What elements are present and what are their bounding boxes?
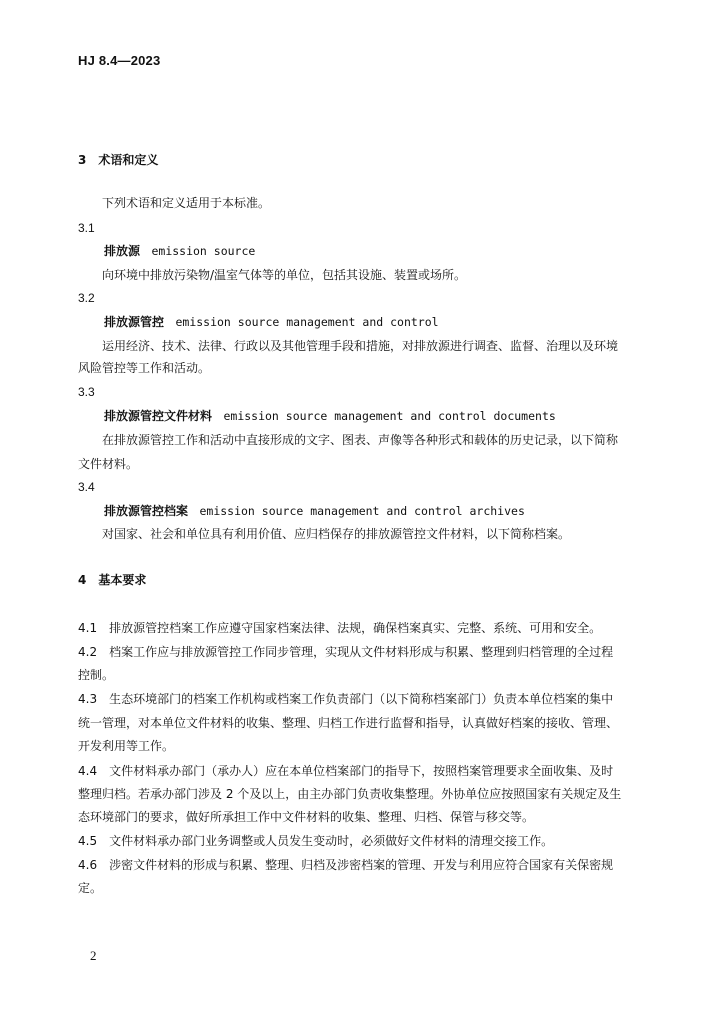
term-3-3-number: 3.3 [78,385,95,399]
term-3-2-number: 3.2 [78,291,95,305]
term-3-2-title [104,314,439,330]
term-3-4-cn: 排放源管控档案 [104,504,189,518]
section-4-heading: 4 基本要求 [78,573,147,587]
clause-4-6-line2: 定。 [78,881,103,895]
clause-4-1: 4.1 排放源管控档案工作应遵守国家档案法律、法规，确保档案真实、完整、系统、可用和安全。 [78,621,602,635]
term-3-4-title [104,503,525,519]
clause-4-3-line3: 开发利用等工作。 [78,739,175,753]
clause-4-2-line1: 4.2 档案工作应与排放源管控工作同步管理，实现从文件材料形成与积累、整理到归档管理的全过程 [78,645,614,659]
term-3-1-en: emission source [151,244,256,258]
term-3-3-definition-line1: 在排放源管控工作和活动中直接形成的文字、图表、声像等各种形式和载体的历史记录，以下简称 [102,433,619,447]
clause-4-3-line1: 4.3 生态环境部门的档案工作机构或档案工作负责部门（以下简称档案部门）负责本单位档案的集中 [78,692,614,706]
standard-code: HJ 8.4—2023 [78,53,161,68]
term-3-1-title [104,243,255,259]
term-3-1-definition: 向环境中排放污染物/温室气体等的单位，包括其设施、装置或场所。 [102,268,467,282]
term-3-1-cn: 排放源 [104,244,141,258]
term-3-3-cn: 排放源管控文件材料 [104,409,213,423]
term-3-4-number: 3.4 [78,480,95,494]
clause-4-2-line2: 控制。 [78,668,115,682]
term-3-3-title [104,408,556,424]
clause-4-4-line2: 整理归档。若承办部门涉及 2 个及以上，由主办部门负责收集整理。外协单位应按照国家有关规定及生 [78,787,622,801]
term-3-2-cn: 排放源管控 [104,315,165,329]
term-3-2-definition-line1: 运用经济、技术、法律、行政以及其他管理手段和措施，对排放源进行调查、监督、治理以及环境 [102,339,619,353]
clause-4-4-line1: 4.4 文件材料承办部门（承办人）应在本单位档案部门的指导下，按照档案管理要求全面收集、及时 [78,764,614,778]
clause-4-5: 4.5 文件材料承办部门业务调整或人员发生变动时，必须做好文件材料的清理交接工作。 [78,834,554,848]
clause-4-6-line1: 4.6 涉密文件材料的形成与积累、整理、归档及涉密档案的管理、开发与利用应符合国家有关保密规 [78,858,614,872]
term-3-1-number: 3.1 [78,221,95,235]
clause-4-3-line2: 统一管理，对本单位文件材料的收集、整理、归档工作进行监督和指导，认真做好档案的接收、管理、 [78,716,619,730]
term-3-4-en: emission source management and control archives [199,504,525,518]
section-3-heading: 3 术语和定义 [78,153,159,167]
term-3-2-definition-line2: 风险管控等工作和活动。 [78,361,211,375]
clause-4-4-line3: 态环境部门的要求，做好所承担工作中文件材料的收集、整理、归档、保管与移交等。 [78,810,535,824]
page-number: 2 [90,948,97,963]
term-3-3-en: emission source management and control documents [223,409,556,423]
term-3-4-definition: 对国家、社会和单位具有利用价值、应归档保存的排放源管控文件材料，以下简称档案。 [102,527,571,541]
section-3-intro: 下列术语和定义适用于本标准。 [102,196,271,210]
term-3-3-definition-line2: 文件材料。 [78,457,139,471]
term-3-2-en: emission source management and control [175,315,439,329]
